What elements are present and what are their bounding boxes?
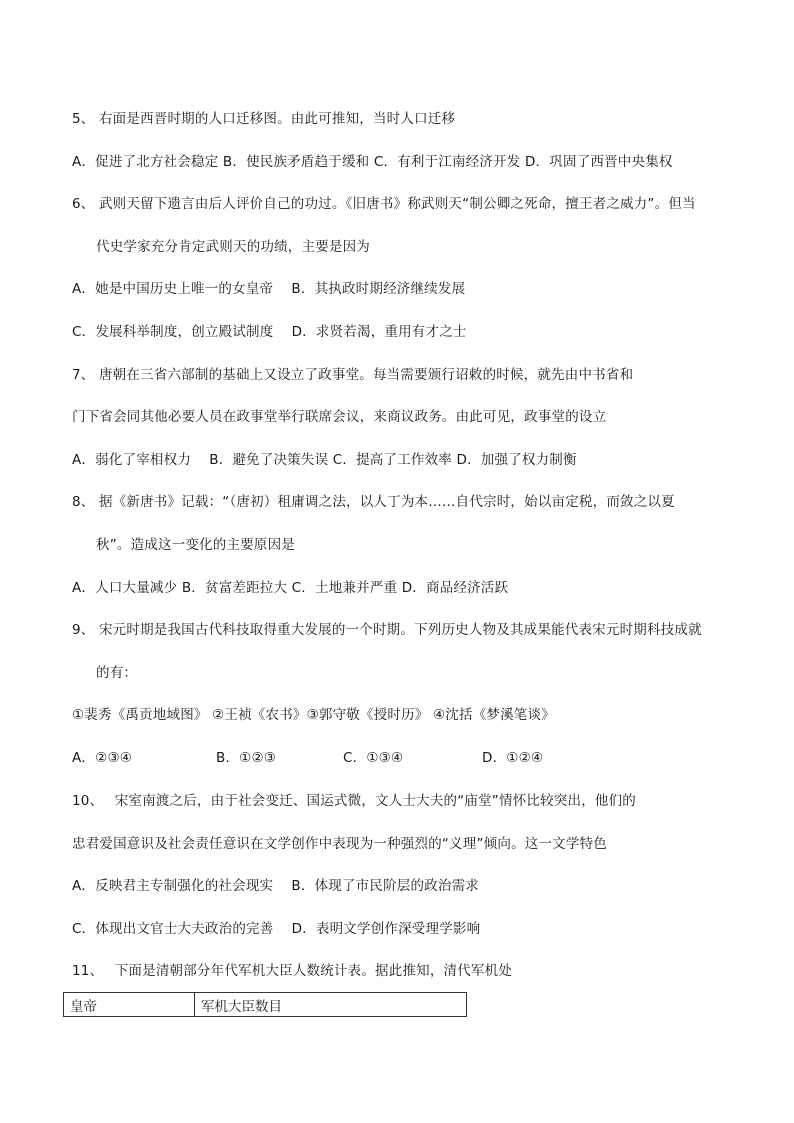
q9-option-c: C．①③④ bbox=[343, 750, 404, 766]
q9-options bbox=[72, 749, 592, 767]
q8-stem-line2: 秋”。造成这一变化的主要原因是 bbox=[96, 537, 295, 553]
q9-option-a: A．②③④ bbox=[72, 750, 133, 766]
q7-options: A．弱化了宰相权力 B．避免了决策失误 C．提高了工作效率 D．加强了权力制衡 bbox=[72, 452, 577, 468]
q6-stem-line1: 6、 武则天留下遗言由后人评价自己的功过。《旧唐书》称武则天“制公卿之死命，擅王者之威力”。但当 bbox=[72, 196, 696, 212]
q5-stem: 5、 右面是西晋时期的人口迁移图。由此可推知，当时人口迁移 bbox=[72, 111, 456, 127]
q9-option-d: D．①②④ bbox=[482, 750, 544, 766]
q6-stem-line2: 代史学家充分肯定武则天的功绩，主要是因为 bbox=[96, 239, 370, 255]
q6-options-ab: A．她是中国历史上唯一的女皇帝 B．其执政时期经济继续发展 bbox=[72, 281, 466, 297]
q7-stem-line2: 门下省会同其他必要人员在政事堂举行联席会议，来商议政务。由此可见，政事堂的设立 bbox=[72, 409, 607, 425]
q9-items: ①裴秀《禹贡地域图》 ②王祯《农书》③郭守敬《授时历》 ④沈括《梦溪笔谈》 bbox=[72, 707, 555, 723]
q10-stem-line2: 忠君爱国意识及社会责任意识在文学创作中表现为一种强烈的“义理”倾向。这一文学特色 bbox=[72, 836, 607, 852]
statistics-table bbox=[63, 992, 467, 1017]
q10-options-cd: C．体现出文官士大夫政治的完善 D．表明文学创作深受理学影响 bbox=[72, 921, 481, 937]
q9-option-b: B．①②③ bbox=[216, 750, 277, 766]
q10-stem-line1: 10、 宋室南渡之后，由于社会变迁、国运式微，文人士大夫的“庙堂”情怀比较突出，他们的 bbox=[72, 793, 637, 809]
q7-stem-line1: 7、 唐朝在三省六部制的基础上又设立了政事堂。每当需要颁行诏敕的时候，就先由中书省和 bbox=[72, 367, 634, 383]
q9-stem-line2: 的有： bbox=[96, 665, 138, 681]
q6-options-cd: C．发展科举制度，创立殿试制度 D．求贤若渴，重用有才之士 bbox=[72, 324, 467, 340]
table-header-emperor: 皇帝 bbox=[64, 993, 195, 1016]
q9-stem-line1: 9、 宋元时期是我国古代科技取得重大发展的一个时期。下列历史人物及其成果能代表宋元时期科技成就 bbox=[72, 622, 702, 638]
q8-stem-line1: 8、 据《新唐书》记载：“（唐初）租庸调之法，以人丁为本……自代宗时，始以亩定税，而敛之以夏 bbox=[72, 494, 675, 510]
q5-options: A．促进了北方社会稳定 B．使民族矛盾趋于缓和 C．有利于江南经济开发 D．巩固了西晋中央集权 bbox=[72, 154, 673, 170]
table-header-minister-count: 军机大臣数目 bbox=[201, 998, 282, 1015]
q8-options: A．人口大量减少 B．贫富差距拉大 C．土地兼并严重 D．商品经济活跃 bbox=[72, 580, 509, 596]
q11-stem: 11、 下面是清朝部分年代军机大臣人数统计表。据此推知，清代军机处 bbox=[72, 963, 513, 979]
q10-options-ab: A．反映君主专制强化的社会现实 B．体现了市民阶层的政治需求 bbox=[72, 878, 479, 894]
